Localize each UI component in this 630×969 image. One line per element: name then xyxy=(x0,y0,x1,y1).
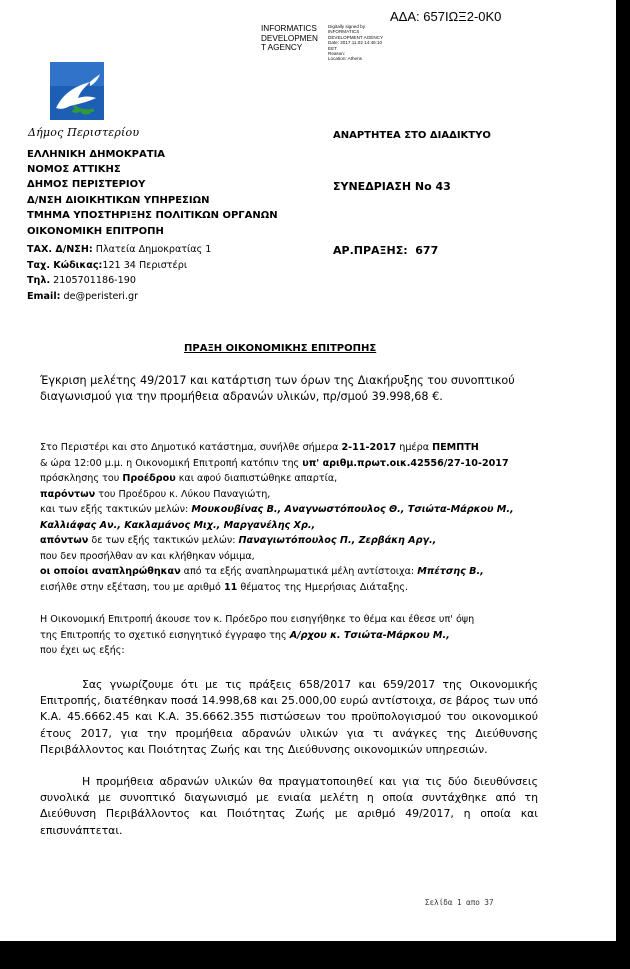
digital-signature-org: INFORMATICS DEVELOPMEN T AGENCY xyxy=(261,24,318,52)
intro-line-1: Η Οικονομική Επιτροπή άκουσε τον κ. Πρόεδρο που εισηγήθηκε το θέμα και έθεσε υπ' όψη xyxy=(40,614,475,625)
email-line: Email: de@peristeri.gr xyxy=(27,291,139,302)
body-paragraph-1: Σας γνωρίζουμε ότι με τις πράξεις 658/2017 και 659/2017 της Οικονομικής Επιτροπής, διατέθηκαν ποσά 14.998,68 και 25.000,00 ευρώ αντίστοιχα, σε βάρος των υπό Κ.Α. 45.6662.45 και Κ.Α. 35.6662.355 πιστώσεων του προϋπολογισμού του οικονομικού έτους 2017, για την προμήθεια αδρανών υλικών για τι ανάγκες της Διεύθυνσης Περιβάλλοντος και Ποιότητας Ζωής και της Διεύθυνσης οικονομικών υπηρεσιών. xyxy=(40,678,538,756)
meeting-line-1: Στο Περιστέρι και στο Δημοτικό κατάστημα, συνήλθε σήμερα 2-11-2017 ημέρα ΠΕΜΠΤΗ xyxy=(40,442,479,453)
municipality-handwritten-name: Δήμος Περιστερίου xyxy=(28,126,140,139)
intro-line-2: της Επιτροπής το σχετικό εισηγητικό έγγραφο της Α/ρχου κ. Τσιώτα-Μάρκου Μ., xyxy=(40,630,450,641)
act-number: ΑΡ.ΠΡΑΞΗΣ: 677 xyxy=(333,244,439,257)
header-line-republic: ΕΛΛΗΝΙΚΗ ΔΗΜΟΚΡΑΤΙΑ xyxy=(27,149,166,160)
page-number: Σελίδα 1 απο 37 xyxy=(425,898,494,907)
meeting-line-10: εισήλθε στην εξέταση, του με αριθμό 11 θέματος της Ημερήσιας Διάταξης. xyxy=(40,582,409,593)
subject-line-1: Έγκριση μελέτης 49/2017 και κατάρτιση των όρων της Διακήρυξης του συνοπτικού xyxy=(40,374,515,387)
ada-code: ΑΔΑ: 657ΙΩΞ2-0Κ0 xyxy=(390,9,502,24)
meeting-line-7: απόντων δε των εξής τακτικών μελών: Παναγιωτόπουλος Π., Ζερβάκη Αργ., xyxy=(40,535,437,546)
municipality-dove-logo xyxy=(50,62,104,120)
intro-line-3: που έχει ως εξής: xyxy=(40,645,125,656)
meeting-line-5: και των εξής τακτικών μελών: Μουκουβίνας Β., Αναγνωστόπουλος Θ., Τσιώτα-Μάρκου Μ., xyxy=(40,504,514,515)
subject-line-2: διαγωνισμού για την προμήθεια αδρανών υλικών, πρ/σμού 39.998,68 €. xyxy=(40,390,443,403)
header-line-department: ΤΜΗΜΑ ΥΠΟΣΤΗΡΙΞΗΣ ΠΟΛΙΤΙΚΩΝ ΟΡΓΑΝΩΝ xyxy=(27,210,278,221)
postal-line: Ταχ. Κώδικας:121 34 Περιστέρι xyxy=(27,260,188,271)
phone-line: Τηλ. 2105701186-190 xyxy=(27,275,136,286)
meeting-line-4: παρόντων του Προέδρου κ. Λύκου Παναγιώτη, xyxy=(40,489,271,500)
digital-signature-details: Digitally signed by INFORMATICS DEVELOPMENT AGENCY Date: 2017.11.02 14:46:10 EET Reason: Location: Athens xyxy=(328,24,384,62)
post-online-label: ΑΝΑΡΤΗΤΕΑ ΣΤΟ ΔΙΑΔΙΚΤΥΟ xyxy=(333,130,491,141)
body-paragraph-2: Η προμήθεια αδρανών υλικών θα πραγματοποιηθεί και για τις δύο διευθύνσεις συνολικά με συνοπτικό διαγωνισμό με ενιαία μελέτη η οποία συντάχθηκε από τη Διεύθυνση Περιβάλλοντος και Ποιότητας Ζωής με αριθμό 49/2017, η οποία και επισυνάπτεται. xyxy=(40,775,538,837)
header-line-municipality: ΔΗΜΟΣ ΠΕΡΙΣΤΕΡΙΟΥ xyxy=(27,179,146,190)
meeting-line-6: Καλλιάφας Αν., Κακλαμάνος Μιχ., Μαργανέλης Χρ., xyxy=(40,520,316,531)
meeting-line-9: οι οποίοι αναπληρώθηκαν από τα εξής αναπληρωματικά μέλη αντίστοιχα: Μπέτσης Β., xyxy=(40,566,484,577)
document-title: ΠΡΑΞΗ ΟΙΚΟΝΟΜΙΚΗΣ ΕΠΙΤΡΟΠΗΣ xyxy=(184,343,377,354)
address-line: ΤΑΧ. Δ/ΝΣΗ: Πλατεία Δημοκρατίας 1 xyxy=(27,244,212,255)
header-line-prefecture: ΝΟΜΟΣ ΑΤΤΙΚΗΣ xyxy=(27,164,121,175)
meeting-line-2: & ώρα 12:00 μ.μ. η Οικονομική Επιτροπή κατόπιν της υπ' αριθμ.πρωτ.οικ.42556/27-10-2017 xyxy=(40,458,509,469)
header-line-committee: ΟΙΚΟΝΟΜΙΚΗ ΕΠΙΤΡΟΠΗ xyxy=(27,226,164,237)
meeting-line-8: που δεν προσήλθαν αν και κλήθηκαν νόμιμα, xyxy=(40,551,255,562)
header-line-directorate: Δ/ΝΣΗ ΔΙΟΙΚΗΤΙΚΩΝ ΥΠΗΡΕΣΙΩΝ xyxy=(27,195,210,206)
meeting-line-3: πρόσκλησης του Προέδρου και αφού διαπιστώθηκε απαρτία, xyxy=(40,473,338,484)
session-number: ΣΥΝΕΔΡΙΑΣΗ Νο 43 xyxy=(333,180,451,193)
